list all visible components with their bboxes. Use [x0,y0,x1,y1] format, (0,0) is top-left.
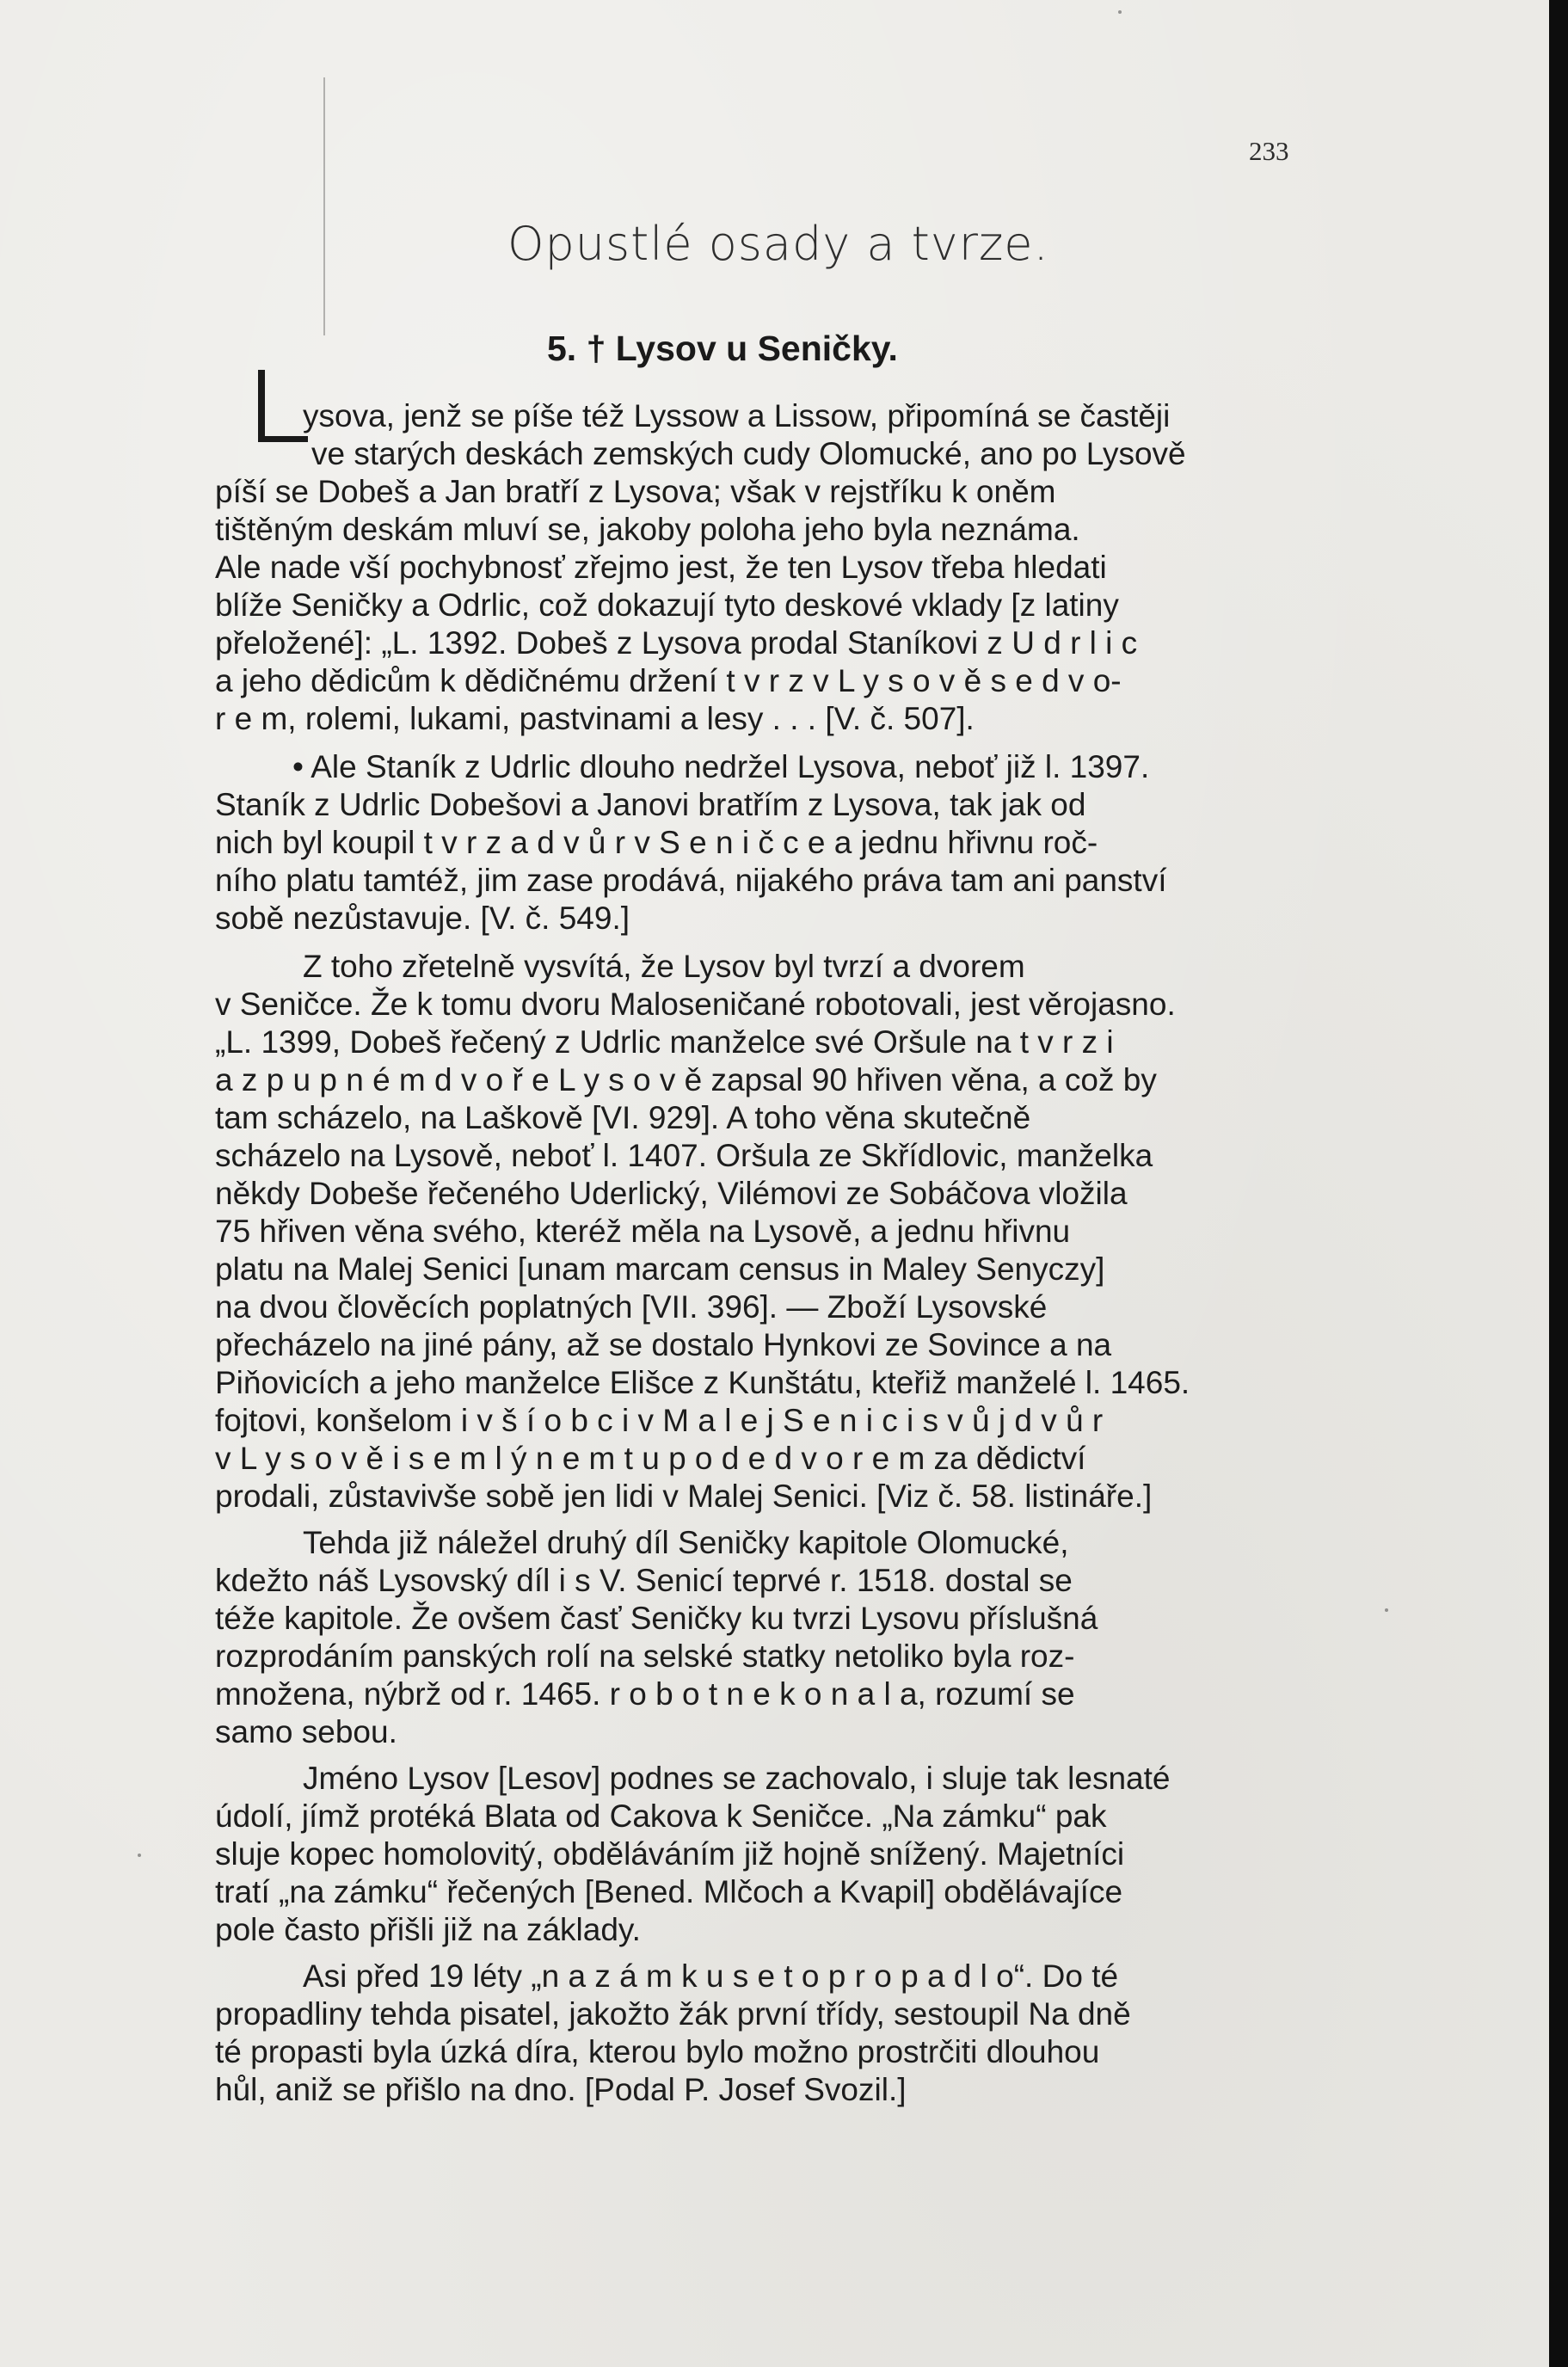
text-line: množena, nýbrž od r. 1465. r o b o t n e k o n a l a, rozumí se [215,1676,1075,1712]
text-line: téže kapitole. Že ovšem časť Seničky ku tvrzi Lysovu příslušná [215,1601,1098,1636]
text-line: fojtovi, konšelom i v š í o b c i v M a l e j S e n i c i s v ů j d v ů r [215,1403,1104,1438]
page-number: 233 [1249,136,1289,166]
drop-cap-ornament [258,370,310,442]
drop-cap-stem [258,370,265,442]
text-line: Jméno Lysov [Lesov] podnes se zachovalo, i sluje tak lesnaté [303,1761,1171,1796]
text-line: tam scházelo, na Laškově [VI. 929]. A toho věna skutečně [215,1100,1031,1135]
text-line: ního platu tamtéž, jim zase prodává, nijakého práva tam ani panství [215,863,1167,898]
text-line: kdežto náš Lysovský díl i s V. Senicí teprvé r. 1518. dostal se [215,1563,1073,1598]
text-line: tištěným deskám mluví se, jakoby poloha jeho byla neznáma. [215,512,1080,547]
running-header: Opustlé osady a tvrze. [507,217,1049,271]
text-line: 75 hřiven věna svého, kteréž měla na Lysově, a jednu hřivnu [215,1214,1071,1249]
text-line: pole často přišli již na základy. [215,1912,641,1947]
text-line: rozprodáním panských rolí na selské statky netoliko byla roz- [215,1638,1075,1674]
text-line: Staník z Udrlic Dobešovi a Janovi bratřím z Lysova, tak jak od [215,787,1086,822]
text-line: r e m, rolemi, lukami, pastvinami a lesy . . . [V. č. 507]. [215,701,975,736]
text-line: hůl, aniž se přišlo na dno. [Podal P. Josef Svozil.] [215,2072,907,2107]
margin-pencil-mark [323,77,325,335]
paper-speck [138,1854,141,1857]
text-line: Asi před 19 léty „n a z á m k u s e t o p r o p a d l o“. Do té [303,1958,1119,1994]
text-line: a z p u p n é m d v o ř e L y s o v ě zapsal 90 hřiven věna, a což by [215,1062,1157,1097]
text-line: propadliny tehda pisatel, jakožto žák první třídy, sestoupil Na dně [215,1996,1131,2032]
text-line: té propasti byla úzká díra, kterou bylo možno prostrčiti dlouhou [215,2034,1100,2069]
text-line: v L y s o v ě i s e m l ý n e m t u p o d e d v o r e m za dědictví [215,1441,1086,1476]
text-line: přecházelo na jiné pány, až se dostalo Hynkovi ze Sovince a na [215,1327,1112,1362]
text-line: „L. 1399, Dobeš řečený z Udrlic manželce své Oršule na t v r z i [215,1024,1114,1060]
text-line: sluje kopec homolovitý, obděláváním již hojně snížený. Majetníci [215,1836,1125,1872]
text-line: a jeho dědicům k dědičnému držení t v r z v L y s o v ě s e d v o- [215,663,1122,698]
text-line: scházelo na Lysově, neboť l. 1407. Oršula ze Skřídlovic, manželka [215,1138,1153,1173]
text-line: Z toho zřetelně vysvítá, že Lysov byl tvrzí a dvorem [303,949,1025,984]
paper-speck [1118,10,1122,14]
scan-edge-shadow [1549,0,1568,2367]
text-line: ysova, jenž se píše též Lyssow a Lissow, připomíná se častěji [303,398,1171,433]
text-line: tratí „na zámku“ řečených [Bened. Mlčoch a Kvapil] obdělávajíce [215,1874,1123,1909]
text-line: Ale nade vší pochybnosť zřejmo jest, že ten Lysov třeba hledati [215,550,1107,585]
text-line: na dvou člověcích poplatných [VII. 396]. — Zboží Lysovské [215,1289,1048,1325]
text-line: někdy Dobeše řečeného Uderlický, Vilémovi ze Sobáčova vložila [215,1176,1128,1211]
text-line: blíže Seničky a Odrlic, což dokazují tyto deskové vklady [z latiny [215,587,1119,623]
text-line: píší se Dobeš a Jan bratří z Lysova; však v rejstříku k oněm [215,474,1056,509]
text-line: samo sebou. [215,1714,397,1749]
text-line: ve starých deskách zemských cudy Olomucké, ano po Lysově [311,436,1186,471]
text-line: sobě nezůstavuje. [V. č. 549.] [215,901,630,936]
text-line: Tehda již náležel druhý díl Seničky kapitole Olomucké, [303,1525,1069,1560]
text-line: v Seničce. Že k tomu dvoru Maloseničané robotovali, jest věrojasno. [215,987,1176,1022]
text-line: prodali, zůstavivše sobě jen lidi v Malej Senici. [Viz č. 58. listináře.] [215,1479,1153,1514]
section-title: 5. † Lysov u Seničky. [547,329,898,368]
text-line: nich byl koupil t v r z a d v ů r v S e n i č c e a jednu hřivnu roč- [215,825,1098,860]
text-line: • Ale Staník z Udrlic dlouho nedržel Lysova, neboť již l. 1397. [292,749,1150,784]
drop-cap-foot [258,436,308,442]
text-line: Piňovicích a jeho manželce Elišce z Kunštátu, kteřiž manželé l. 1465. [215,1365,1190,1400]
paper-speck [1385,1608,1388,1612]
text-line: přeložené]: „L. 1392. Dobeš z Lysova prodal Staníkovi z U d r l i c [215,625,1138,661]
text-line: údolí, jímž protéká Blata od Cakova k Seničce. „Na zámku“ pak [215,1798,1107,1834]
text-line: platu na Malej Senici [unam marcam census in Maley Senyczy] [215,1251,1105,1287]
